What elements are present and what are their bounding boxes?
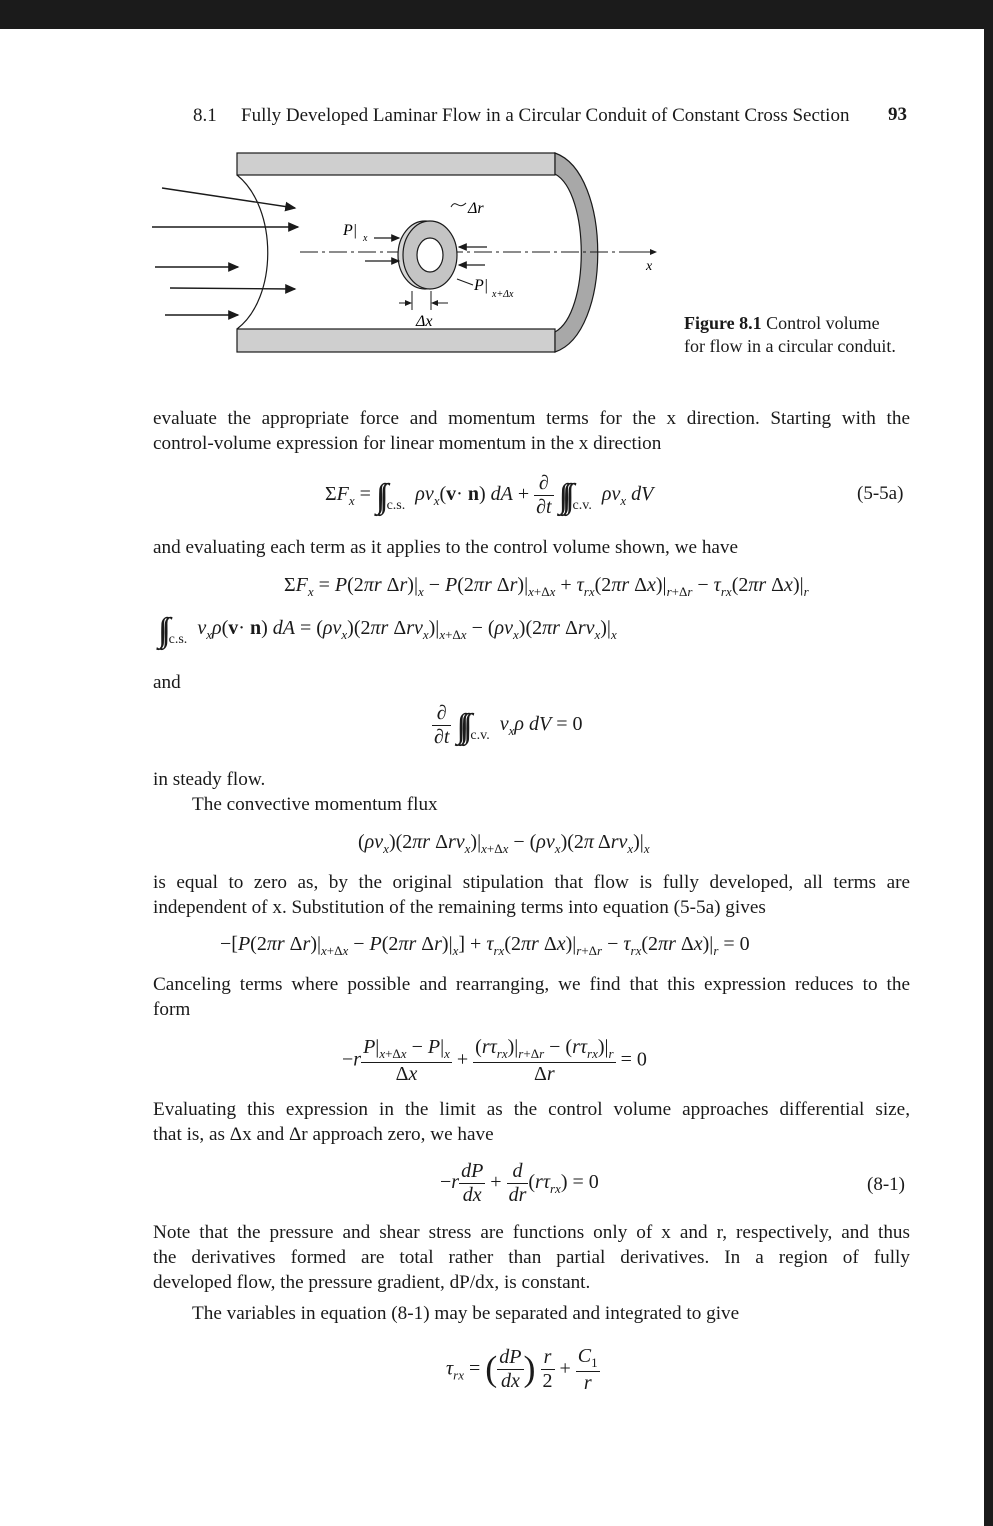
paragraph-line: Canceling terms where possible and rearranging, we find that this expression reduces to the <box>153 974 910 995</box>
equation-8-1: −r $\frac{dP}{dx}$ + $\frac{d}{dr}$ $(r\tau_{rx}) = 0$ <box>440 1160 599 1206</box>
top-bar <box>0 0 993 29</box>
equation-reduced: −r $\frac{P|_{x+\Delta x} - P|_x}{\Delta x}$ + $\frac{(r\tau_{rx})|_{r+\Delta r} - (r\tau_{rx})|_r}{\Delta r}$ = 0 <box>342 1036 647 1085</box>
equation-number: (8-1) <box>867 1174 905 1195</box>
leader-line <box>457 279 473 285</box>
velocity-arrow <box>170 288 295 289</box>
equation-5-5a: $\Sigma F_x$ = ∫∫ $_{c.s.}$ $\rho v_x(v\cdot n)$ dA + $\frac{\partial}{\partial t}$ ∫∫∫ $_{c.v.}$ $\rho v_x$ dV <box>325 472 654 518</box>
paragraph-line: and <box>153 672 181 693</box>
paragraph-line: Evaluating this expression in the limit as the control volume approaches differential size, <box>153 1099 910 1120</box>
paragraph-line: Note that the pressure and shear stress are functions only of x and r, respectively, and thus <box>153 1222 910 1243</box>
label-p-x-sub: x <box>363 233 368 244</box>
paragraph-line: control-volume expression for linear momentum in the x direction <box>153 433 662 454</box>
paragraph-line: The convective momentum flux <box>192 794 438 815</box>
equation-forces: $\Sigma F_x = P(2\pi r$ $\Delta r)|_x - P(2\pi r$ $\Delta r)|_{x+\Delta x} + \tau_{rx}(2\pi r$ $\Delta x)|_{r+\Delta r} - \tau_{rx}(2\pi r$ $\Delta x)|_r$ <box>284 574 809 599</box>
running-title: Fully Developed Laminar Flow in a Circular Conduit of Constant Cross Section <box>241 105 850 126</box>
paragraph-line: and evaluating each term as it applies to the control volume shown, we have <box>153 537 739 558</box>
equation-momentum-flux: ∫∫ $_{c.s.}$ $v_x\rho(v\cdot n)$ dA = $(\rho v_x)(2\pi r$ $\Delta rv_x)|_{x+\Delta x} - (\rho v_x)(2\pi r$ $\Delta rv_x)|_x$ <box>158 612 617 649</box>
equation-integrated: $\tau_{rx}$ = ( $\frac{dP}{dx}$ ) $\frac{r}{2}$ + $\frac{C_1}{r}$ <box>446 1345 598 1394</box>
equation-accumulation: $\frac{\partial}{\partial t}$ ∫∫∫ $_{c.v.}$ $v_x\rho$ dV = 0 <box>434 702 583 748</box>
label-p-x-dx-sub: x+Δx <box>492 289 514 300</box>
section-number: 8.1 <box>193 105 217 126</box>
caption-label: Figure 8.1 <box>684 313 762 333</box>
entrance-profile <box>237 175 268 329</box>
paragraph-line: form <box>153 999 191 1020</box>
figure-caption <box>684 312 880 335</box>
right-bar <box>984 29 993 1526</box>
caption-line-1: Control volume <box>766 313 880 333</box>
label-axis-x: x <box>646 259 653 274</box>
label-p-x-dx: P| <box>474 277 489 294</box>
paragraph-line: developed flow, the pressure gradient, dP/dx, is constant. <box>153 1272 591 1293</box>
delta-r-leader <box>451 203 466 207</box>
label-delta-x: Δx <box>416 313 433 330</box>
velocity-arrow <box>162 188 295 208</box>
paragraph-line: The variables in equation (8-1) may be separated and integrated to give <box>192 1303 740 1324</box>
page-number: 93 <box>888 104 907 125</box>
label-delta-r: Δr <box>468 200 484 217</box>
paragraph-line: is equal to zero as, by the original stipulation that flow is fully developed, all terms are <box>153 872 910 893</box>
paragraph-line: independent of x. Substitution of the remaining terms into equation (5-5a) gives <box>153 897 766 918</box>
paragraph-line: the derivatives formed are total rather than partial derivatives. In a region of fully <box>153 1247 910 1268</box>
label-p-x: P| <box>343 222 358 239</box>
figure-control-volume <box>150 148 670 358</box>
equation-convective-flux: $(\rho v_x)(2\pi r$ $\Delta rv_x)|_{x+\Delta x} - (\rho v_x)(2\pi$ $\Delta rv_x)|_x$ <box>358 831 650 856</box>
paragraph-line: in steady flow. <box>153 769 266 790</box>
annulus-hole <box>417 238 443 272</box>
pipe-top-wall <box>237 153 555 175</box>
pipe-bottom-wall <box>237 329 555 352</box>
paragraph-line: that is, as Δx and Δr approach zero, we have <box>153 1124 494 1145</box>
equation-substituted: −[P(2πr $\Delta r)|_{x+\Delta x} - P(2\pi r$ $\Delta r)|_x] + \tau_{rx}(2\pi r$ $\Delta x)|_{r+\Delta r} - \tau_{rx}(2\pi r$ $\Delta x)|_r = 0$ <box>220 933 750 958</box>
equation-number: (5-5a) <box>857 483 904 504</box>
paragraph-line: evaluate the appropriate force and momentum terms for the x direction. Starting with the <box>153 408 910 429</box>
caption-line-2: for flow in a circular conduit. <box>684 336 896 356</box>
